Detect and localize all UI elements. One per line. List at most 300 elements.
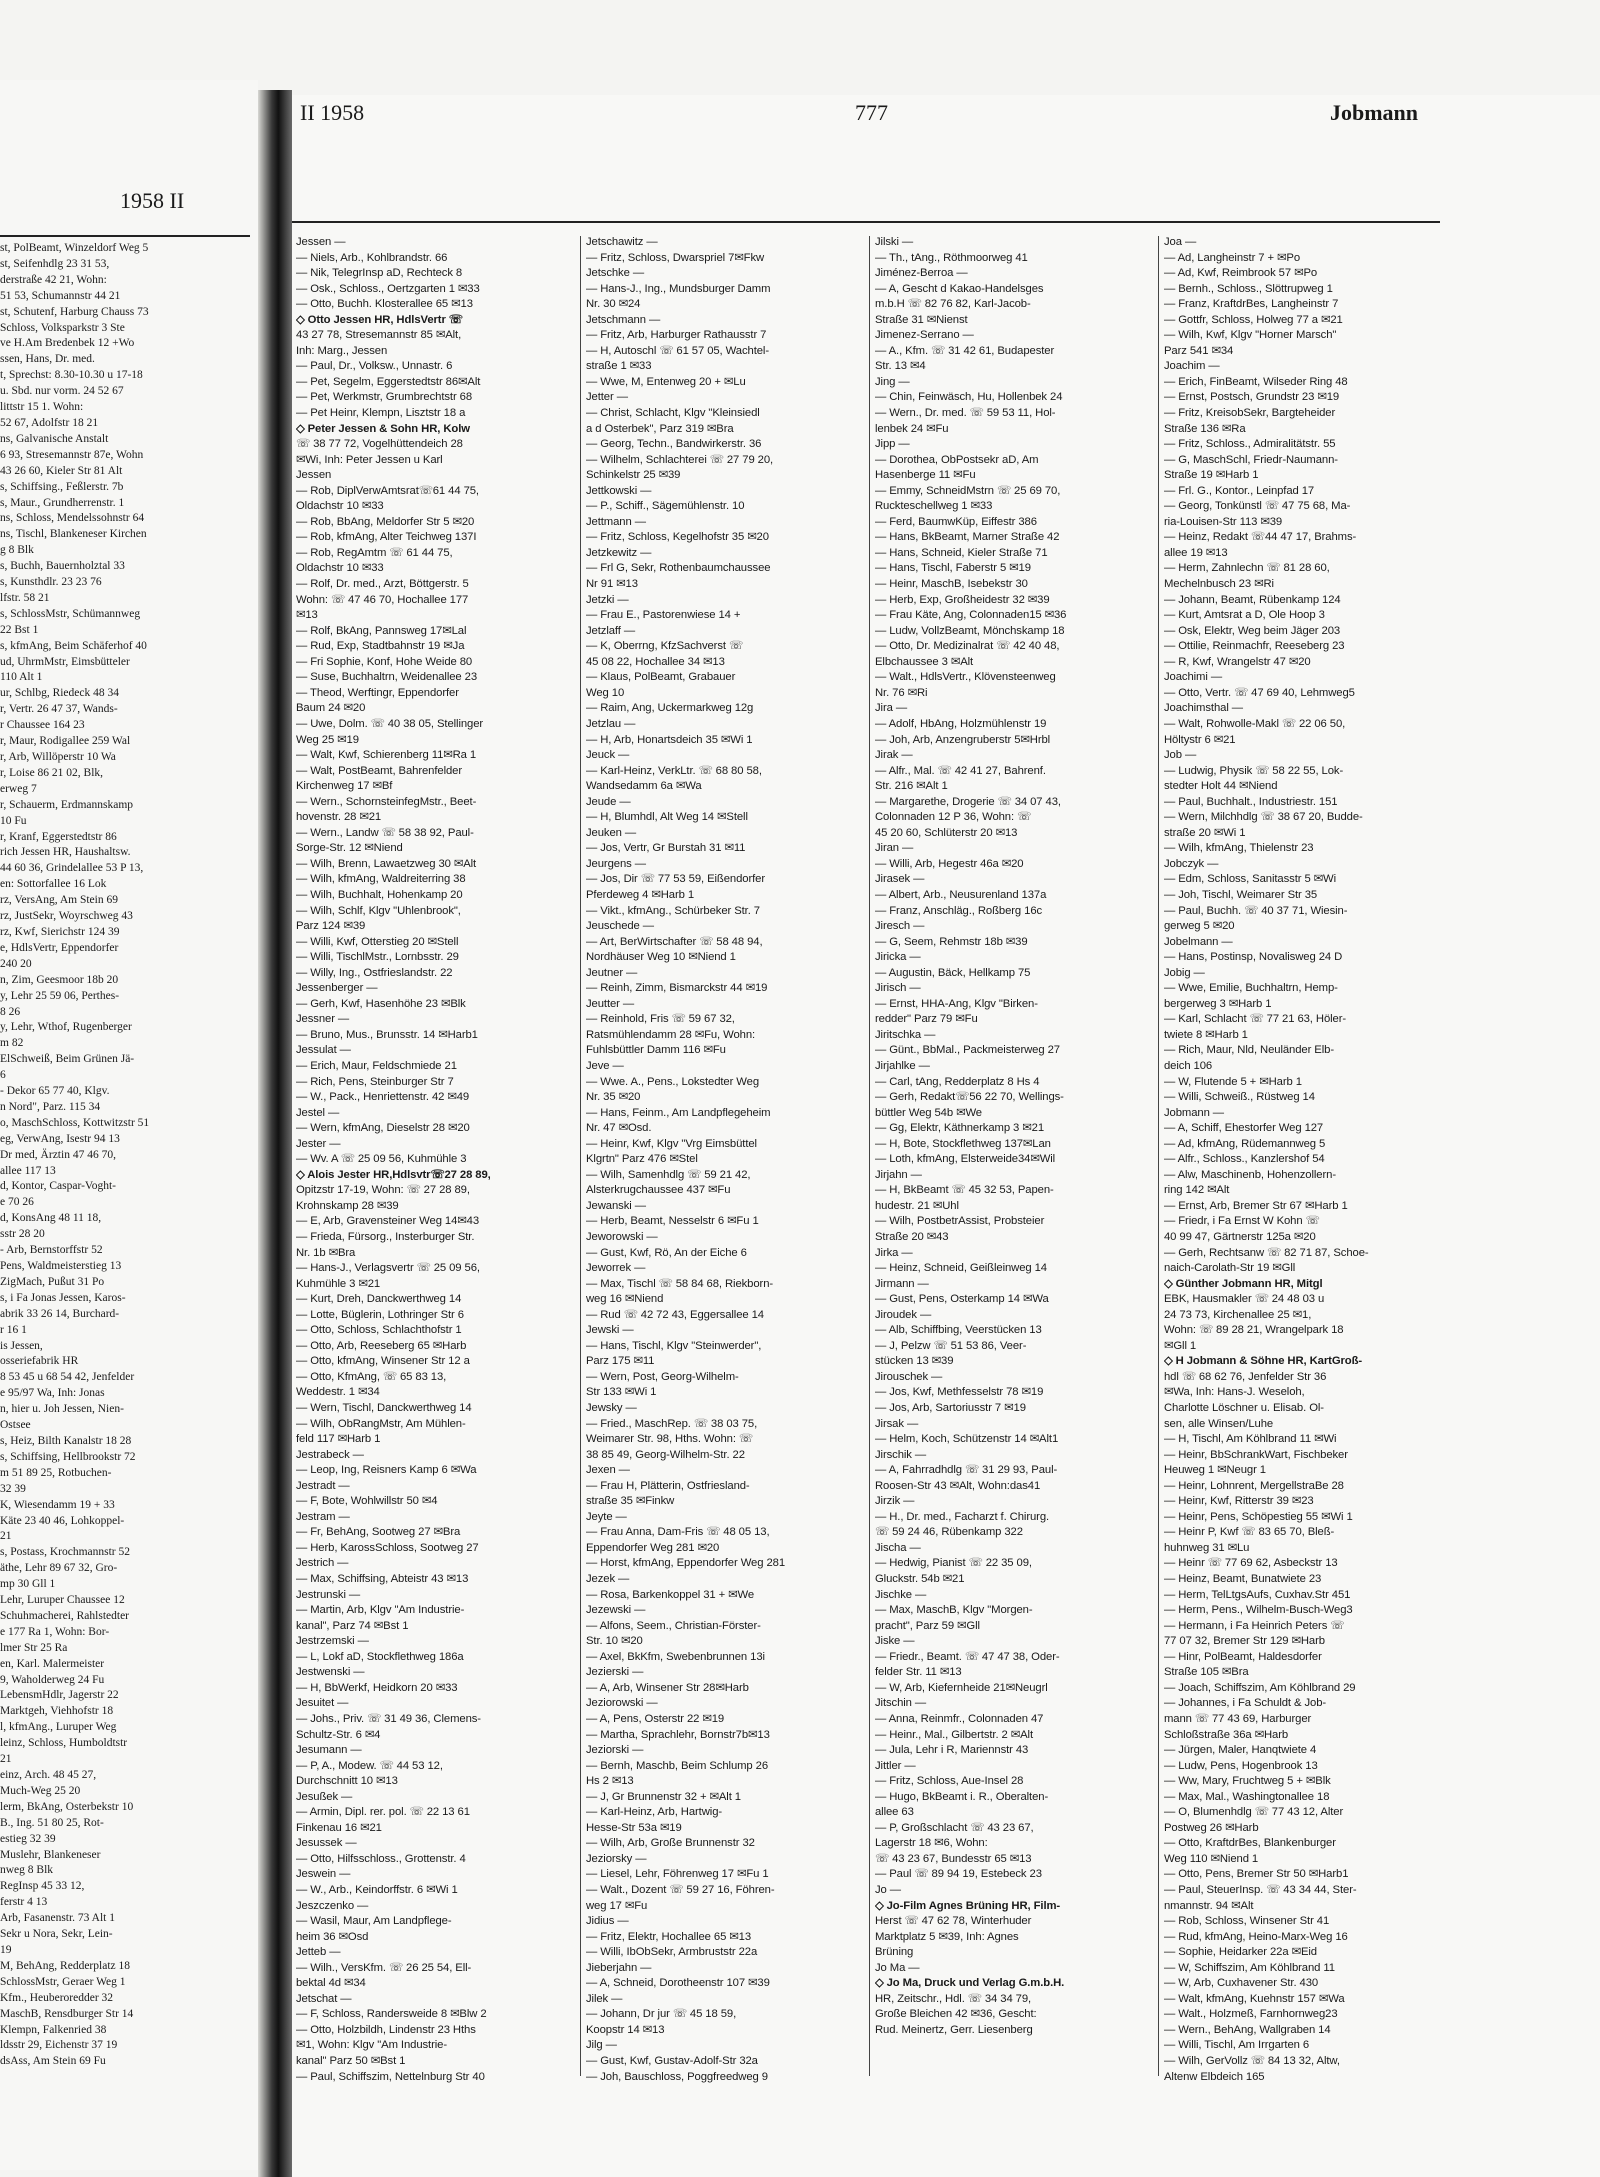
directory-entry: m 51 89 25, Rotbuchen-: [0, 1466, 112, 1479]
directory-entry: — Gust, Pens, Osterkamp 14 ✉Wa: [875, 1293, 1049, 1306]
directory-entry: — Hans, Postinsp, Novalisweg 24 D: [1164, 951, 1343, 964]
directory-entry: — Chin, Feinwäsch, Hu, Hollenbek 24: [875, 391, 1063, 404]
directory-entry: — Karl-Heinz, VerkLtr. ☏ 68 80 58,: [586, 764, 762, 777]
directory-entry: — E, Arb, Gravensteiner Weg 14✉43: [296, 1215, 480, 1228]
directory-entry: Jobelmann —: [1164, 935, 1233, 948]
directory-entry: Schuhmacherei, Rahlstedter: [0, 1609, 130, 1622]
directory-entry: Jeziorski —: [586, 1744, 644, 1757]
directory-entry: einz, Arch. 48 45 27,: [0, 1769, 97, 1781]
directory-entry: stedter Holt 44 ✉Niend: [1164, 780, 1278, 793]
directory-entry: Str. 10 ✉20: [586, 1635, 643, 1648]
directory-entry: Jimenez-Serrano —: [875, 329, 974, 342]
directory-entry: en, Karl. Malermeister: [0, 1657, 105, 1670]
directory-entry: Jidius —: [586, 1915, 629, 1928]
directory-entry: Jettmann —: [586, 515, 646, 528]
directory-entry: Schloßstraße 36a ✉Harb: [1164, 1728, 1289, 1741]
directory-entry: Jestrzemski —: [296, 1635, 369, 1648]
directory-entry: s, Buchh, Bauernholztal 33: [0, 560, 125, 573]
directory-entry: — Joh, Arb, Anzengruberstr 5✉Hrbl: [875, 733, 1051, 746]
directory-entry: — Wilh, Schlf, Klgv "Uhlenbrook",: [296, 904, 461, 917]
directory-entry: Weg 25 ✉19: [296, 733, 359, 746]
directory-entry: Jiresch —: [875, 920, 925, 933]
directory-entry: — Fried., MaschRep. ☏ 38 03 75,: [586, 1417, 758, 1430]
directory-entry: — Wern., Dr. med. ☏ 59 53 11, Hol-: [875, 407, 1056, 420]
directory-entry: — P, Großschlacht ☏ 43 23 67,: [875, 1821, 1034, 1834]
directory-entry: Dr med, Ärztin 47 46 70,: [0, 1148, 116, 1161]
directory-entry: dsAss, Am Stein 69 Fu: [0, 2055, 106, 2068]
directory-entry: — Paul, Buchh. ☏ 40 37 71, Wiesin-: [1164, 904, 1348, 917]
directory-entry: n, hier u. Joh Jessen, Nien-: [0, 1403, 124, 1416]
directory-entry: — F, Bote, Wohlwillstr 50 ✉4: [296, 1495, 438, 1508]
directory-entry: — Fr, BehAng, Sootweg 27 ✉Bra: [296, 1526, 461, 1539]
directory-entry: — Walt, kfmAng, Kuehnstr 157 ✉Wa: [1164, 1992, 1345, 2005]
directory-entry: Jirschik —: [875, 1448, 927, 1461]
directory-column-3: [875, 235, 1151, 2038]
directory-entry: 21: [0, 1530, 12, 1543]
directory-entry: — Frau Käte, Ang, Colonnaden15 ✉36: [875, 609, 1067, 622]
directory-entry: — G, Seem, Rehmstr 18b ✉39: [875, 935, 1028, 948]
directory-entry: lfstr. 58 21: [0, 591, 50, 604]
directory-entry: — Joach, Schiffszim, Am Köhlbrand 29: [1164, 1681, 1356, 1694]
directory-entry: — Carl, tAng, Redderplatz 8 Hs 4: [875, 1075, 1040, 1088]
directory-entry: Jilski —: [875, 236, 914, 248]
directory-entry: Jetschawitz —: [586, 236, 658, 248]
directory-entry: Hesse-Str 53a ✉19: [586, 1821, 682, 1834]
directory-entry: a d Osterbek", Parz 319 ✉Bra: [586, 422, 734, 435]
directory-entry: — Ad, Kwf, Reimbrook 57 ✉Po: [1164, 267, 1318, 280]
directory-entry: — Willi, Tischl, Am Irrgarten 6: [1164, 2039, 1310, 2052]
directory-entry: — Otto, kfmAng, Winsener Str 12 a: [296, 1355, 470, 1368]
directory-entry: st, PolBeamt, Winzeldorf Weg 5: [0, 242, 149, 254]
directory-entry: — Rob, Schloss, Winsener Str 41: [1164, 1915, 1330, 1928]
directory-entry: Jestrabeck —: [296, 1448, 364, 1461]
directory-entry: — Heinr, Lohnrent, MergellstraBe 28: [1164, 1479, 1344, 1492]
directory-entry: — Hans-J., Ing., Mundsburger Damm: [586, 282, 771, 295]
directory-entry: Job —: [1164, 749, 1197, 762]
directory-entry: Jo Ma —: [875, 1961, 920, 1974]
directory-entry: — Jos, Dir ☏ 77 53 59, Eißendorfer: [586, 873, 765, 886]
directory-entry: — Herm, Zahnlechn ☏ 81 28 60,: [1164, 562, 1330, 575]
directory-entry: Weddestr. 1 ✉34: [296, 1386, 380, 1399]
directory-entry: Ratsmühlendamm 28 ✉Fu, Wohn:: [586, 1028, 756, 1041]
directory-entry: — H, BkBeamt ☏ 45 32 53, Papen-: [875, 1184, 1054, 1197]
directory-entry: r, Kranf, Eggerstedtstr 86: [0, 830, 117, 843]
directory-entry: — Niels, Arb., Kohlbrandstr. 66: [296, 251, 448, 264]
directory-entry: — Willi, TischlMstr., Lornbsstr. 29: [296, 951, 459, 964]
directory-entry: ZigMach, Pußut 31 Po: [0, 1275, 105, 1288]
directory-entry: — Hinr, PolBeamt, Haldesdorfer: [1164, 1650, 1322, 1663]
directory-entry: — Heinr ☏ 77 69 62, Asbeckstr 13: [1164, 1557, 1338, 1570]
directory-entry: — Wern., Landw ☏ 58 38 92, Paul-: [296, 826, 474, 839]
directory-entry: e 95/97 Wa, Inh: Jonas: [0, 1387, 105, 1400]
directory-entry: y, Lehr 25 59 06, Perthes-: [0, 989, 120, 1002]
directory-entry: — Fritz, Arb, Harburger Rathausstr 7: [586, 329, 767, 342]
directory-entry: nmannstr. 94 ✉Alt: [1164, 1899, 1254, 1912]
directory-entry: EBK, Hausmakler ☏ 24 48 03 u: [1164, 1293, 1325, 1306]
directory-entry: — Ludw, VollzBeamt, Mönchskamp 18: [875, 624, 1065, 637]
directory-entry: — Rud, Exp, Stadtbahnstr 19 ✉Ja: [296, 640, 465, 653]
directory-entry: — Ad, Langheinstr 7 + ✉Po: [1164, 251, 1301, 264]
directory-entry: rz, VersAng, Am Stein 69: [0, 894, 118, 907]
directory-entry: straße 35 ✉Finkw: [586, 1495, 675, 1508]
directory-entry: — Willi, Arb, Hegestr 46a ✉20: [875, 857, 1024, 870]
directory-entry: — F, Schloss, Randersweide 8 ✉Blw 2: [296, 2008, 487, 2021]
directory-entry: — Wern., SchornsteinfegMstr., Beet-: [296, 795, 477, 808]
directory-entry: — Herb, Exp, Großheidestr 32 ✉39: [875, 593, 1050, 606]
directory-column-4: [1164, 235, 1440, 2085]
directory-entry: ◇ Peter Jessen & Sohn HR, Kolw: [296, 422, 470, 435]
directory-entry: — Raim, Ang, Uckermarkweg 12g: [586, 702, 754, 715]
directory-entry: Jetzki —: [586, 593, 629, 606]
directory-entry: — Fritz, Schloss, Dwarspriel 7✉Fkw: [586, 251, 765, 264]
directory-entry: e, HdlsVertr, Eppendorfer: [0, 941, 119, 954]
directory-entry: ✉Gll 1: [1164, 1339, 1197, 1352]
directory-entry: Marktgeh, Viehhofstr 18: [0, 1705, 114, 1718]
directory-entry: — Alb, Schiffbing, Veerstücken 13: [875, 1324, 1042, 1337]
directory-entry: Pens, Waldmeisterstieg 13: [0, 1260, 122, 1272]
directory-entry: — Herm, TelLtgsAufs, Cuxhav.Str 451: [1164, 1588, 1351, 1601]
directory-entry: Alsterkrugchaussee 437 ✉Fu: [586, 1184, 731, 1197]
directory-entry: Charlotte Löschner u. Elisab. Ol-: [1164, 1402, 1324, 1415]
directory-entry: — Paul, Dr., Volksw., Unnastr. 6: [296, 360, 453, 373]
directory-entry: — Hermann, i Fa Heinrich Peters ☏: [1164, 1619, 1345, 1632]
directory-entry: — Wilh, kfmAng, Thielenstr 23: [1164, 842, 1314, 855]
directory-entry: Str 133 ✉Wi 1: [586, 1386, 657, 1399]
directory-entry: — Ottilie, Reinmachfr, Reeseberg 23: [1164, 640, 1345, 653]
directory-entry: — Ad, kfmAng, Rüdemannweg 5: [1164, 1137, 1326, 1150]
directory-entry: Jetschmann —: [586, 313, 661, 326]
directory-entry: 51 53, Schumannstr 44 21: [0, 289, 121, 302]
directory-entry: — W, Arb, Cuxhavener Str. 430: [1164, 1977, 1319, 1990]
directory-entry: — Dorothea, ObPostsekr aD, Am: [875, 453, 1039, 466]
directory-entry: — Wern, kfmAng, Dieselstr 28 ✉20: [296, 1122, 470, 1135]
directory-entry: Jeworowski —: [586, 1231, 658, 1243]
directory-entry: huhnweg 31 ✉Lu: [1164, 1541, 1250, 1554]
directory-entry: Jobczyk —: [1164, 857, 1219, 870]
book-gutter: [258, 90, 292, 2177]
directory-entry: st, Seifenhdlg 23 31 53,: [0, 257, 110, 270]
directory-entry: — Wilh, Brenn, Lawaetzweg 30 ✉Alt: [296, 857, 477, 870]
directory-entry: Marktplatz 5 ✉39, Inh: Agnes: [875, 1930, 1019, 1943]
directory-entry: s, Schiffsing, Hellbrookstr 72: [0, 1450, 136, 1463]
directory-entry: Jirouschek —: [875, 1370, 943, 1383]
directory-entry: — Herb, Beamt, Nesselstr 6 ✉Fu 1: [586, 1215, 759, 1228]
directory-entry: Postweg 26 ✉Harb: [1164, 1821, 1259, 1834]
directory-entry: Jirasek —: [875, 873, 925, 886]
directory-entry: Schloss, Volksparkstr 3 Ste: [0, 321, 125, 334]
directory-entry: lenbek 24 ✉Fu: [875, 422, 949, 435]
directory-entry: Koopstr 14 ✉13: [586, 2023, 665, 2036]
directory-entry: — Franz, Anschläg., Roßberg 16c: [875, 904, 1043, 917]
directory-entry: Jo —: [875, 1883, 901, 1896]
directory-entry: 6 93, Stresemannstr 87e, Wohn: [0, 448, 144, 461]
directory-entry: — W, Flutende 5 + ✉Harb 1: [1164, 1075, 1302, 1088]
directory-entry: LebensmHdlr, Jagerstr 22: [0, 1689, 119, 1702]
directory-entry: Jestwenski —: [296, 1666, 365, 1679]
directory-entry: Hs 2 ✉13: [586, 1775, 634, 1788]
directory-entry: Jischa —: [875, 1541, 921, 1554]
directory-entry: — Emmy, SchneidMstrn ☏ 25 69 70,: [875, 484, 1061, 497]
directory-entry: — Willi, IbObSekr, Armbruststr 22a: [586, 1946, 758, 1959]
directory-entry: — H., Dr. med., Facharzt f. Chirurg.: [875, 1510, 1050, 1523]
directory-entry: hdl ☏ 68 62 76, Jenfelder Str 36: [1164, 1370, 1327, 1383]
directory-entry: — Günt., BbMal., Packmeisterweg 27: [875, 1044, 1060, 1057]
directory-entry: Große Bleichen 42 ✉36, Gescht:: [875, 2008, 1037, 2021]
directory-entry: — Otto, Hilfsschloss., Grottenstr. 4: [296, 1852, 466, 1865]
directory-entry: naich-Carolath-Str 19 ✉Gll: [1164, 1262, 1296, 1275]
directory-entry: — Ludw, Pens, Hogenbrook 13: [1164, 1759, 1318, 1772]
left-page-text-column: [0, 235, 250, 2070]
directory-entry: mann ☏ 77 43 69, Harburger: [1164, 1712, 1312, 1725]
directory-entry: allee 63: [875, 1806, 914, 1819]
directory-entry: — Walt, Kwf, Schierenberg 11✉Ra 1: [296, 749, 477, 762]
directory-entry: abrik 33 26 14, Burchard-: [0, 1307, 120, 1320]
directory-entry: — Jula, Lehr i R, Mariennstr 43: [875, 1744, 1029, 1757]
directory-entry: — Karl-Heinz, Arb, Hartwig-: [586, 1806, 723, 1819]
directory-entry: ◇ Jo-Film Agnes Brüning HR, Film-: [875, 1899, 1061, 1912]
directory-entry: — W, Schiffszim, Am Köhlbrand 11: [1164, 1961, 1335, 1974]
directory-entry: Kirchenweg 17 ✉Bf: [296, 780, 393, 793]
directory-entry: Jirisch —: [875, 982, 921, 995]
directory-entry: — Gust, Kwf, Gustav-Adolf-Str 32a: [586, 2054, 758, 2067]
directory-entry: o, MaschSchloss, Kottwitzstr 51: [0, 1116, 150, 1129]
directory-entry: Parz 175 ✉11: [586, 1355, 655, 1368]
directory-entry: 19: [0, 1943, 12, 1956]
directory-entry: Jessen: [296, 469, 332, 482]
directory-entry: Jestram —: [296, 1510, 350, 1523]
directory-entry: — Walt., HdlsVertr., Klövensteenweg: [875, 671, 1056, 684]
directory-entry: Fuhlsbüttler Damm 116 ✉Fu: [586, 1044, 726, 1057]
directory-entry: Ruckteschellweg 1 ✉33: [875, 500, 993, 513]
directory-entry: Jirjahn —: [875, 1168, 922, 1181]
directory-entry: bektal 4d ✉34: [296, 1977, 366, 1990]
directory-entry: Weg 110 ✉Niend 1: [1164, 1852, 1259, 1865]
directory-entry: — Heinr., Mal., Gilbertstr. 2 ✉Alt: [875, 1728, 1033, 1741]
directory-entry: — Martha, Sprachlehr, Bornstr7b✉13: [586, 1728, 770, 1741]
directory-entry: — Alfr., Mal. ☏ 42 41 27, Bahrenf.: [875, 764, 1046, 777]
directory-entry: — Joh, Bauschloss, Poggfreedweg 9: [586, 2070, 768, 2083]
directory-entry: Jetteb —: [296, 1946, 341, 1959]
directory-entry: ✉1, Wohn: Klgv "Am Industrie-: [296, 2039, 448, 2052]
directory-entry: — Wern, Post, Georg-Wilhelm-: [586, 1370, 739, 1383]
directory-entry: — Wv. A ☏ 25 09 56, Kuhmühle 3: [296, 1153, 467, 1166]
directory-entry: ldsstr 29, Eichenstr 37 19: [0, 2039, 118, 2052]
directory-entry: — Anna, Reinmfr., Colonnaden 47: [875, 1712, 1044, 1725]
directory-entry: — Karl, Schlacht ☏ 77 21 63, Höler-: [1164, 1013, 1347, 1026]
directory-entry: deich 106: [1164, 1059, 1213, 1072]
directory-entry: — Th., tAng., Röthmoorweg 41: [875, 251, 1028, 264]
directory-entry: — Bruno, Mus., Brunsstr. 14 ✉Harb1: [296, 1028, 478, 1041]
directory-entry: — Jos, Kwf, Methfesselstr 78 ✉19: [875, 1386, 1044, 1399]
directory-entry: — Erich, FinBeamt, Wilseder Ring 48: [1164, 375, 1348, 388]
directory-entry: Jira —: [875, 702, 908, 715]
directory-entry: — L, Lokf aD, Stockflethweg 186a: [296, 1650, 464, 1663]
directory-entry: s, i Fa Jonas Jessen, Karos-: [0, 1291, 126, 1304]
directory-entry: heim 36 ✉Osd: [296, 1930, 369, 1943]
directory-entry: Jieberjahn —: [586, 1961, 652, 1974]
directory-entry: Jirka —: [875, 1246, 913, 1259]
directory-entry: Jetzlaff —: [586, 624, 636, 637]
directory-entry: — Ernst, Postsch, Grundstr 23 ✉19: [1164, 391, 1340, 404]
directory-entry: Jewski —: [586, 1324, 634, 1337]
directory-entry: ☏ 43 23 67, Bundesstr 65 ✉13: [875, 1852, 1032, 1865]
directory-entry: Jirsak —: [875, 1417, 919, 1430]
directory-entry: Jeziorsky —: [586, 1852, 647, 1865]
directory-entry: — Alfr., Schloss., Kanzlershof 54: [1164, 1153, 1325, 1166]
directory-entry: Nr 91 ✉13: [586, 578, 638, 591]
directory-entry: Jitschin —: [875, 1697, 927, 1710]
directory-entry: Mechelnbusch 23 ✉Ri: [1164, 578, 1274, 591]
directory-entry: m.b.H ☏ 82 76 82, Karl-Jacob-: [875, 298, 1031, 311]
directory-entry: Jeve —: [586, 1059, 624, 1072]
directory-entry: Jobmann —: [1164, 1106, 1225, 1119]
directory-entry: ud, UhrmMstr, Eimsbütteler: [0, 655, 130, 668]
directory-entry: erweg 7: [0, 782, 37, 795]
directory-entry: Jetter —: [586, 391, 628, 404]
directory-entry: — Walt., Holzmeß, Farnhornweg23: [1164, 2008, 1338, 2021]
directory-entry: Joachim —: [1164, 360, 1220, 373]
directory-entry: — Paul, Buchhalt., Industriestr. 151: [1164, 795, 1338, 808]
directory-entry: Jexen —: [586, 1464, 630, 1477]
directory-entry: t, Sprechst: 8.30-10.30 u 17-18: [0, 369, 143, 382]
directory-entry: — Max, MaschB, Klgv "Morgen-: [875, 1604, 1033, 1617]
directory-entry: s, Maur., Grundherrenstr. 1: [0, 496, 125, 509]
directory-entry: — Hans, BkBeamt, Marner Straße 42: [875, 531, 1060, 544]
directory-entry: Jilg —: [586, 2039, 617, 2052]
page-number: 777: [855, 100, 888, 125]
directory-entry: Jiritschka —: [875, 1028, 936, 1041]
directory-entry: Jeude —: [586, 795, 631, 808]
directory-entry: — P., Schiff., Sägemühlenstr. 10: [586, 500, 745, 513]
directory-entry: lerm, BkAng, Osterbekstr 10: [0, 1800, 134, 1813]
directory-entry: ns, Schloss, Mendelssohnstr 64: [0, 512, 145, 525]
directory-entry: — Georg, Techn., Bandwirkerstr. 36: [586, 438, 762, 451]
directory-entry: — Hans-J., Verlagsvertr ☏ 25 09 56,: [296, 1262, 480, 1275]
directory-entry: Lagerstr 18 ✉6, Wohn:: [875, 1837, 988, 1850]
directory-entry: s, Schiffsing., Feßlerstr. 7b: [0, 480, 124, 493]
directory-entry: — Margarethe, Drogerie ☏ 34 07 43,: [875, 795, 1061, 808]
directory-entry: d, Kontor, Caspar-Voght-: [0, 1180, 116, 1193]
directory-entry: — Reinh, Zimm, Bismarckstr 44 ✉19: [586, 982, 768, 995]
directory-entry: Jiroudek —: [875, 1308, 932, 1321]
directory-entry: 45 08 22, Hochallee 34 ✉13: [586, 655, 725, 668]
directory-entry: — Frl G, Sekr, Rothenbaumchaussee: [586, 562, 771, 575]
directory-entry: sstr 28 20: [0, 1228, 45, 1241]
directory-entry: y, Lehr, Wthof, Rugenberger: [0, 1021, 132, 1034]
directory-entry: Finkenau 16 ✉21: [296, 1821, 382, 1834]
directory-entry: — A., Kfm. ☏ 31 42 61, Budapester: [875, 344, 1055, 357]
directory-entry: ns, Galvanische Anstalt: [0, 432, 109, 445]
directory-entry: Str. 216 ✉Alt 1: [875, 780, 948, 793]
directory-entry: — Osk., Schloss., Oertzgarten 1 ✉33: [296, 282, 480, 295]
directory-entry: r 16 1: [0, 1323, 27, 1336]
directory-entry: — Nik, TelegrInsp aD, Rechteck 8: [296, 267, 463, 280]
directory-entry: — Bernh., Schloss., Slöttrupweg 1: [1164, 282, 1333, 295]
directory-entry: Opitzstr 17-19, Wohn: ☏ 27 28 89,: [296, 1184, 470, 1197]
directory-entry: Gluckstr. 54b ✉21: [875, 1573, 965, 1586]
directory-entry: — Ernst, Arb, Bremer Str 67 ✉Harb 1: [1164, 1199, 1348, 1212]
directory-entry: — A, Arb, Winsener Str 28✉Harb: [586, 1681, 749, 1694]
directory-entry: Straße 31 ✉Nienst: [875, 313, 968, 326]
directory-entry: — G, MaschSchl, Friedr-Naumann-: [1164, 453, 1338, 466]
directory-entry: straße 20 ✉Wi 1: [1164, 826, 1246, 839]
left-page-fragment: [0, 80, 258, 2170]
directory-entry: Durchschnitt 10 ✉13: [296, 1775, 398, 1788]
directory-entry: — Gust, Kwf, Rö, An der Eiche 6: [586, 1246, 747, 1259]
directory-entry: — Heinz, Beamt, Bunatwiete 23: [1164, 1573, 1322, 1586]
directory-entry: — Friedr, i Fa Ernst W Kohn ☏: [1164, 1215, 1320, 1228]
directory-entry: — Otto, Pens, Bremer Str 50 ✉Harb1: [1164, 1868, 1349, 1881]
directory-entry: ◇ Günther Jobmann HR, Mitgl: [1164, 1277, 1323, 1290]
directory-entry: SchlossMstr, Geraer Weg 1: [0, 1975, 126, 1988]
directory-entry: Jesumann —: [296, 1744, 362, 1757]
directory-entry: s, Postass, Krochmannstr 52: [0, 1546, 131, 1559]
directory-entry: Brüning: [875, 1946, 914, 1959]
directory-entry: Colonnaden 12 P 36, Wohn: ☏: [875, 811, 1032, 824]
directory-entry: — Johann, Beamt, Rübenkamp 124: [1164, 593, 1341, 606]
directory-entry: — Augustin, Bäck, Hellkamp 75: [875, 966, 1031, 979]
directory-entry: — Jos, Arb, Sartoriusstr 7 ✉19: [875, 1402, 1026, 1415]
directory-entry: Jessen —: [296, 236, 346, 248]
directory-entry: Sorge-Str. 12 ✉Niend: [296, 842, 403, 855]
directory-entry: — Willi, Kwf, Otterstieg 20 ✉Stell: [296, 935, 459, 948]
directory-entry: Jeutter —: [586, 997, 635, 1010]
directory-entry: — Wasil, Maur, Am Landpflege-: [296, 1915, 452, 1928]
directory-entry: gerweg 5 ✉20: [1164, 920, 1235, 933]
directory-entry: — Wilh, Samenhdlg ☏ 59 21 42,: [586, 1168, 751, 1181]
directory-entry: — Paul ☏ 89 94 19, Estebeck 23: [875, 1868, 1042, 1881]
directory-entry: Jeutner —: [586, 966, 638, 979]
directory-entry: Jester —: [296, 1137, 341, 1150]
directory-entry: — Lotte, Büglerin, Lothringer Str 6: [296, 1308, 464, 1321]
directory-entry: Jeurgens —: [586, 857, 646, 870]
directory-entry: — Gg, Elektr, Käthnerkamp 3 ✉21: [875, 1122, 1044, 1135]
directory-entry: — H, Autoschl ☏ 61 57 05, Wachtel-: [586, 344, 769, 357]
directory-entry: Jirmann —: [875, 1277, 929, 1290]
directory-entry: Jestrich —: [296, 1557, 349, 1570]
directory-entry: Arb, Fasanenstr. 73 Alt 1: [0, 1912, 115, 1925]
directory-entry: r, Schauerm, Erdmannskamp: [0, 798, 134, 811]
directory-entry: Jilek —: [586, 1992, 623, 2005]
directory-entry: 21: [0, 1753, 12, 1766]
directory-entry: — Walt, PostBeamt, Bahrenfelder: [296, 764, 463, 777]
directory-entry: — W., Arb., Keindorffstr. 6 ✉Wi 1: [296, 1883, 458, 1896]
directory-entry: Jittler —: [875, 1759, 916, 1772]
directory-entry: allee 19 ✉13: [1164, 546, 1228, 559]
directory-entry: Altenw Elbdeich 165: [1164, 2070, 1265, 2083]
directory-entry: Jeswein —: [296, 1868, 351, 1881]
directory-entry: — R, Kwf, Wrangelstr 47 ✉20: [1164, 655, 1311, 668]
directory-entry: 45 20 60, Schlüterstr 20 ✉13: [875, 826, 1018, 839]
directory-entry: — Jos, Vertr, Gr Burstah 31 ✉11: [586, 842, 746, 855]
directory-entry: m 82: [0, 1037, 24, 1050]
directory-entry: — Max, Schiffsing, Abteistr 43 ✉13: [296, 1573, 469, 1586]
directory-entry: — Rob, BbAng, Meldorfer Str 5 ✉20: [296, 515, 475, 528]
directory-entry: n, Zim, Geesmoor 18b 20: [0, 973, 119, 986]
directory-entry: — Jürgen, Maler, Hanqtwiete 4: [1164, 1744, 1317, 1757]
directory-entry: HR, Zeitschr., Hdl. ☏ 34 34 79,: [875, 1992, 1032, 2005]
directory-entry: r Chaussee 164 23: [0, 719, 85, 732]
directory-entry: — Bernh, Maschb, Beim Schlump 26: [586, 1759, 769, 1772]
directory-entry: — Osk, Elektr, Weg beim Jäger 203: [1164, 624, 1341, 637]
directory-entry: derstraße 42 21, Wohn:: [0, 273, 107, 286]
directory-entry: — Rob, DiplVerwAmtsrat☏61 44 75,: [296, 484, 479, 497]
directory-entry: 10 Fu: [0, 814, 27, 827]
directory-entry: Jiske —: [875, 1635, 915, 1648]
directory-entry: s, Kunsthdlr. 23 23 76: [0, 576, 102, 589]
directory-entry: hovenstr. 28 ✉21: [296, 811, 382, 824]
directory-entry: e 70 26: [0, 1196, 34, 1209]
